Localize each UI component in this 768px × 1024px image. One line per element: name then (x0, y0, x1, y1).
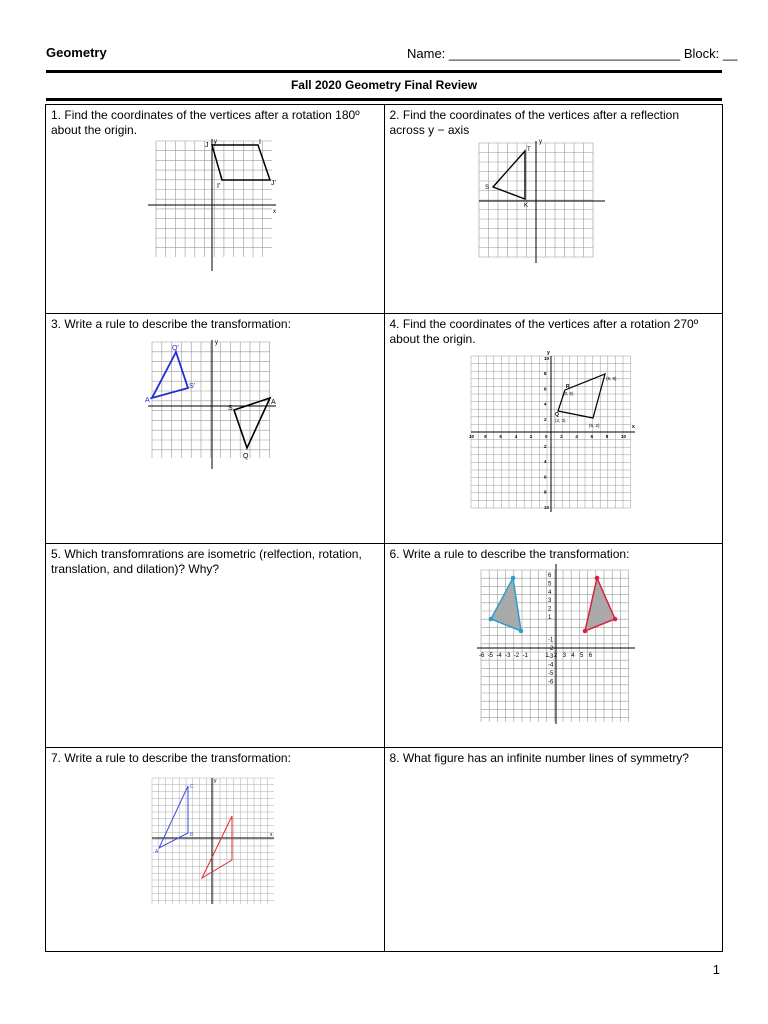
tick-label: 10 (543, 505, 549, 511)
tick-label: -5 (547, 670, 553, 677)
question-text: Which transfomrations are isometric (relfection, rotation, translation, and dilation)? Why? (51, 546, 362, 576)
tick-label: 6 (543, 386, 547, 392)
q1-coordinate-grid (146, 135, 286, 273)
question-text: Write a rule to describe the transformation: (64, 317, 291, 332)
q6-coordinate-grid (477, 564, 637, 726)
label-T: T (526, 147, 531, 153)
question-2-cell (384, 105, 723, 314)
tick-label: -1 (522, 652, 528, 659)
x-axis-label: x (631, 424, 635, 431)
tick-label: 6 (590, 434, 593, 440)
q6-left-triangle (491, 578, 521, 631)
tick-label: -4 (495, 652, 502, 659)
question-text: Find the coordinates of the vertices after a reflection across y − axis (389, 108, 680, 137)
tick-label: 4 (514, 434, 517, 440)
tick-label: 4 (574, 434, 578, 440)
question-7-cell (46, 747, 385, 951)
question-text: Write a rule to describe the transformation: (64, 750, 291, 765)
tick-label: -1 (547, 636, 553, 643)
label-R: R (565, 384, 570, 391)
question-number: 6. (389, 546, 400, 561)
question-grid (45, 104, 723, 952)
tick-label: 2 (543, 417, 547, 423)
tick-label: 8 (483, 434, 487, 440)
label-Q: Q (243, 453, 249, 461)
tick-label: -2 (547, 645, 553, 652)
tick-label: 10 (468, 434, 474, 440)
question-4-cell (384, 314, 723, 543)
label-Q-prime: Q' (172, 345, 179, 353)
question-6-cell (384, 543, 723, 747)
label-C: C (190, 783, 194, 790)
course-label: Geometry (46, 45, 107, 60)
tick-label: 8 (605, 434, 608, 440)
tick-label: 8 (543, 489, 547, 495)
y-axis-label: y (214, 139, 217, 145)
q3-coordinate-grid (144, 336, 279, 471)
point-3-6: (3, 6) (562, 391, 574, 397)
question-text: Find the coordinates of the vertices after a rotation 270º about the origin. (389, 317, 699, 347)
label-A: A (155, 848, 159, 855)
y-axis-label: y (215, 340, 218, 347)
label-S: S (484, 185, 489, 191)
y-axis-label: y (214, 777, 217, 784)
point-8-8: (8, 8) (605, 376, 617, 382)
label-J-prime: J' (271, 180, 276, 187)
vertex-point (594, 575, 599, 580)
question-5-cell (46, 543, 385, 747)
q7-blue-triangle (159, 786, 188, 848)
label-K: K (523, 203, 528, 209)
header-divider (46, 70, 722, 73)
q6-right-triangle (585, 578, 615, 631)
question-8-cell (384, 747, 723, 951)
q1-parallelogram (212, 145, 270, 180)
vertex-point (518, 628, 523, 633)
point-6-2: (6, 2) (588, 423, 600, 429)
tick-label: 1 (547, 614, 551, 621)
tick-label: 6 (498, 434, 502, 440)
tick-label: 6 (547, 572, 551, 579)
tick-label: 10 (620, 434, 626, 440)
question-number: 3. (51, 317, 62, 332)
tick-label: 6 (588, 652, 592, 659)
tick-label: -5 (487, 652, 493, 659)
tick-label: 2 (543, 444, 547, 450)
question-number: 5. (51, 546, 62, 561)
q4-coordinate-grid (455, 348, 640, 516)
tick-label: 0 (544, 434, 548, 440)
vertex-point (510, 575, 515, 580)
tick-label: -6 (547, 678, 553, 685)
vertex-point (488, 616, 493, 621)
tick-label: 2 (559, 434, 563, 440)
x-axis-label: x (270, 831, 273, 838)
tick-label: 4 (543, 459, 547, 465)
y-axis-label: y (546, 350, 550, 357)
y-axis-label: y (538, 139, 542, 145)
tick-label: 10 (543, 356, 549, 362)
tick-label: 5 (547, 580, 551, 587)
label-A: A (271, 399, 276, 407)
title-divider (46, 98, 722, 101)
label-J: J (205, 142, 209, 149)
tick-label: 4 (543, 401, 547, 407)
label-A-prime: A' (145, 397, 152, 405)
tick-label: 6 (543, 474, 547, 480)
label-I-prime: I' (217, 183, 221, 190)
question-1-cell (46, 105, 385, 314)
tick-label: -3 (547, 653, 553, 660)
label-S-prime: S' (189, 383, 196, 391)
question-number: 1. (51, 108, 62, 122)
x-axis-label: x (273, 209, 276, 215)
question-text: What figure has an infinite number lines of symmetry? (402, 750, 689, 765)
tick-label: 8 (543, 371, 547, 377)
tick-label: -3 (504, 652, 510, 659)
question-3-cell (46, 314, 385, 543)
question-text: Find the coordinates of the vertices after a rotation 180º about the origin. (51, 108, 360, 137)
question-text: Write a rule to describe the transformation: (402, 546, 630, 561)
tick-label: 2 (529, 434, 532, 440)
question-number: 7. (51, 750, 62, 765)
vertex-point (612, 616, 617, 621)
page-title: Fall 2020 Geometry Final Review (290, 78, 478, 92)
tick-label: 1 (544, 652, 549, 659)
name-block-line: Name: ________________________________ Block: __ (407, 46, 738, 61)
tick-label: -6 (478, 652, 484, 659)
point-2-3: (2, 3) (554, 418, 566, 424)
tick-label: 3 (547, 597, 551, 604)
q7-coordinate-grid (150, 776, 278, 906)
label-S: S (228, 405, 233, 413)
label-I: I (259, 139, 261, 146)
page-number: 1 (712, 962, 720, 977)
question-number: 8. (389, 750, 400, 765)
label-Q: Q (554, 412, 559, 419)
tick-label: 2 (553, 652, 557, 659)
q4-quadrilateral (558, 374, 605, 418)
vertex-point (582, 628, 587, 633)
tick-label: -2 (513, 652, 519, 659)
tick-label: 5 (579, 652, 583, 659)
tick-label: 4 (570, 652, 575, 659)
tick-label: 3 (562, 652, 566, 659)
tick-label: 2 (547, 606, 551, 613)
tick-label: 4 (547, 589, 551, 596)
tick-label: -4 (547, 662, 553, 669)
q2-coordinate-grid (477, 137, 607, 265)
question-number: 4. (389, 317, 400, 332)
label-B: B (190, 831, 194, 838)
question-number: 2. (389, 108, 400, 122)
